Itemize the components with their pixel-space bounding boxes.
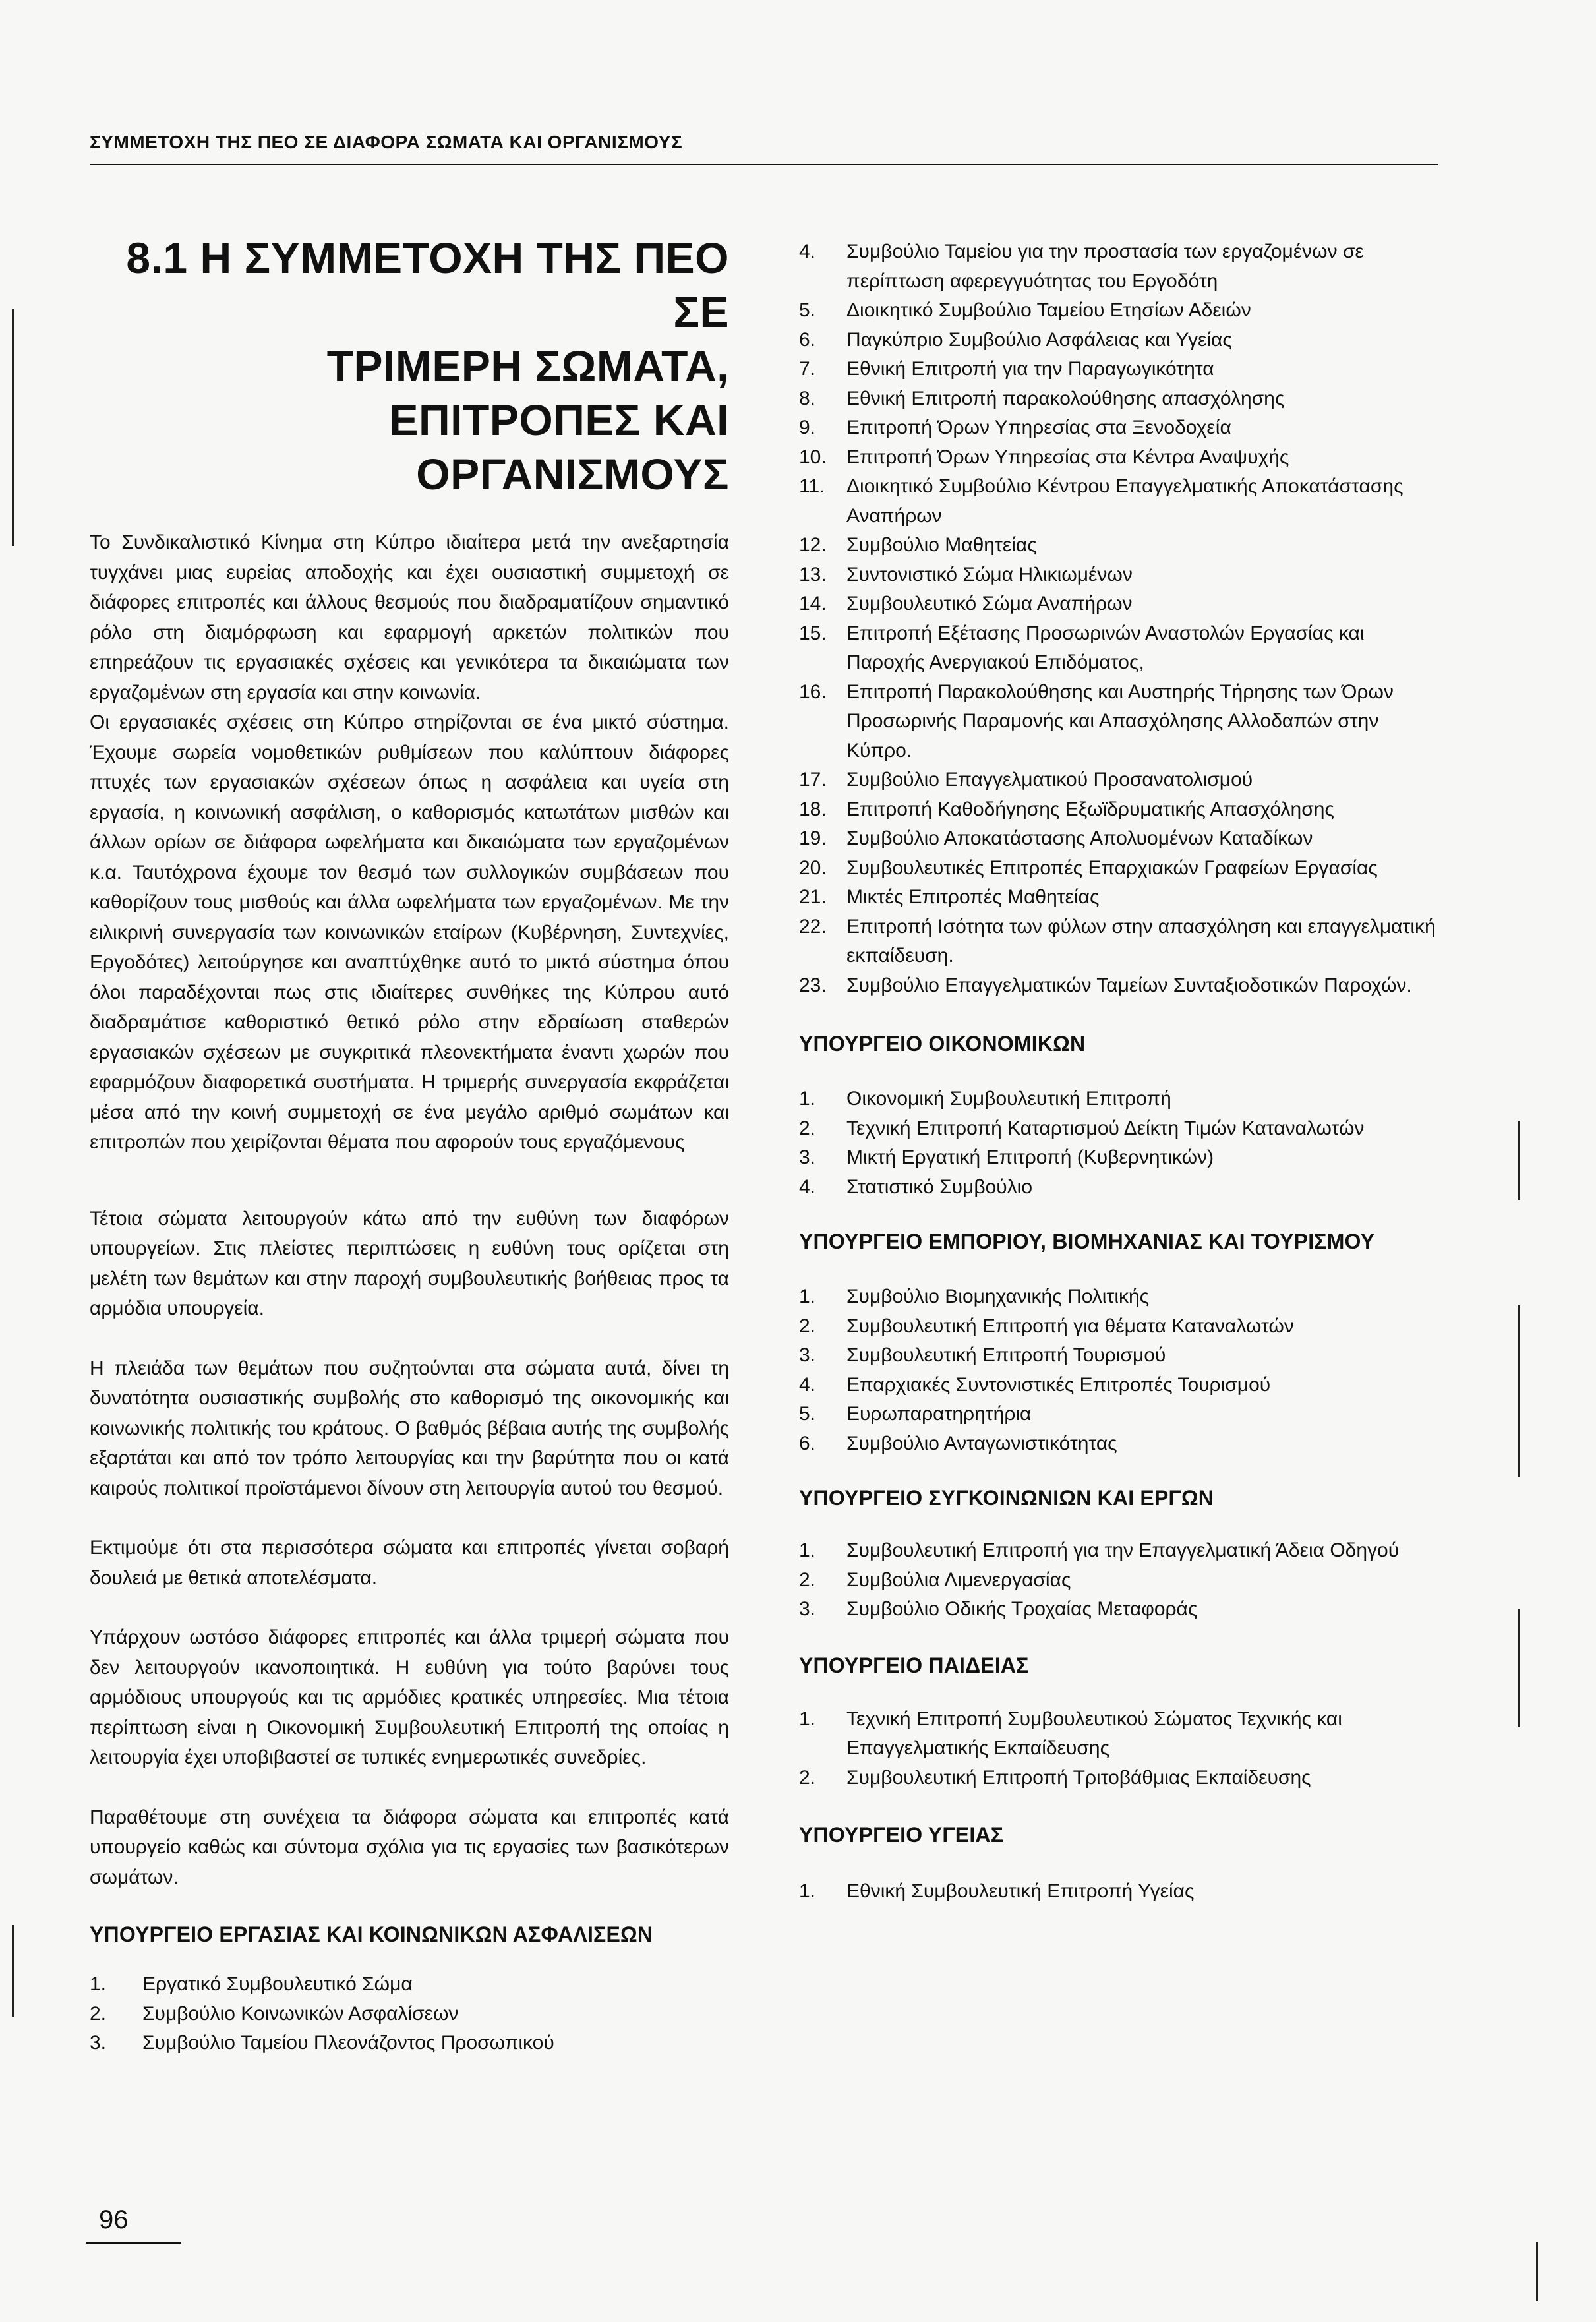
list-item: 12. Συμβούλιο Μαθητείας [799, 534, 1037, 556]
list-item: 1. Συμβούλιο Βιομηχανικής Πολιτικής [799, 1286, 1150, 1307]
list-item: 3. Συμβούλιο Οδικής Τροχαίας Μεταφοράς [799, 1598, 1198, 1620]
labour-list-part-1 [90, 1970, 729, 2058]
section-heading-labour: ΥΠΟΥΡΓΕΙΟ ΕΡΓΑΣΙΑΣ ΚΑΙ ΚΟΙΝΩΝΙΚΩΝ ΑΣΦΑΛΙΣΕΩΝ [90, 1922, 653, 1946]
scan-margin-mark-right-2 [1518, 1305, 1520, 1477]
list-item: 20. Συμβουλευτικές Επιτροπές Επαρχιακών Γραφείων Εργασίας [799, 856, 1378, 879]
scan-margin-mark-left-2 [12, 1925, 14, 2017]
scan-margin-mark-right-4 [1536, 2242, 1538, 2301]
list-item: 16. Επιτροπή Παρακολούθησης και Αυστηρής Τήρησης των Όρων Προσωρινής Παραμονής και Απασχόλησης Αλλοδαπών στην Κύπρο. [799, 680, 1394, 761]
list-item: 9. Επιτροπή Όρων Υπηρεσίας στα Ξενοδοχεία [799, 417, 1231, 438]
list-item: 3. Μικτή Εργατική Επιτροπή (Κυβερνητικών) [799, 1146, 1214, 1168]
paragraph-mixed-system: Οι εργασιακές σχέσεις στη Κύπρο στηρίζονται σε ένα μικτό σύστημα. Έχουμε σωρεία νομοθετικών ρυθμίσεων που καλύπτουν διάφορες πτυχές των εργασιακών σχέσεων όπως η ασφάλεια και υγεία στη εργασία, η κοινωνική ασφάλιση, ο καθορισμός κατωτάτων μισθών και άλλων ορίων σε διάφορα ωφελήματα και δικαιώματα των εργαζομένων κ.α. Ταυτόχρονα έχουμε τον θεσμό των συλλογικών συμβάσεων που καθορίζουν τους μισθούς και άλλα ωφελήματα των εργαζομένων. Με την ειλικρινή συνεργασία των κοινωνικών εταίρων (Κυβέρνηση, Συντεχνίες, Εργοδότες) λειτούργησε και αναπτύχθηκε αυτό το μικτό σύστημα όπου όλοι παραδέχονται πως στις ιδιαίτερες συνθήκες της Κύπρου αυτό διαδραμάτισε καθοριστικό θετικό ρόλο στην εδραίωση σταθερών εργασιακών σχέσεων με συγκριτικά πλεονεκτήματα έναντι χωρών που εφαρμόζουν διαφορετικά συστήματα. Η τριμερής συνεργασία εκφράζεται μέσα από την κοινή συμμετοχή σε ένα μεγάλο αριθμό σωμάτων και επιτροπών που χειρίζονται θέματα που αφορούν τους εργαζόμενους [90, 711, 729, 1153]
list-item: 2. Τεχνική Επιτροπή Καταρτισμού Δείκτη Τιμών Καταναλωτών [799, 1117, 1365, 1139]
list-item: 18. Επιτροπή Καθοδήγησης Εξωϊδρυματικής Απασχόλησης [799, 798, 1334, 820]
list-item: 2. Συμβούλια Λιμενεργασίας [799, 1568, 1071, 1591]
page-number: 96 [99, 2205, 129, 2234]
list-item: 8. Εθνική Επιτροπή παρακολούθησης απασχόλησης [799, 387, 1285, 409]
chapter-title [90, 231, 729, 501]
list-item: 1. Εθνική Συμβουλευτική Επιτροπή Υγείας [799, 1880, 1195, 1902]
scan-margin-mark-left-1 [12, 309, 14, 546]
list-item: 14. Συμβουλευτικό Σώμα Αναπήρων [799, 593, 1133, 614]
education-list [799, 1705, 1438, 1793]
section-heading-finance: ΥΠΟΥΡΓΕΙΟ ΟΙΚΟΝΟΜΙΚΩΝ [799, 1032, 1086, 1056]
list-item: 2. Συμβουλευτική Επιτροπή Τριτοβάθμιας Εκπαίδευσης [799, 1766, 1311, 1789]
scan-margin-mark-right-1 [1518, 1121, 1520, 1200]
section-heading-health: ΥΠΟΥΡΓΕΙΟ ΥΓΕΙΑΣ [799, 1823, 1004, 1847]
paragraph-criticism: Υπάρχουν ωστόσο διάφορες επιτροπές και άλλα τριμερή σώματα που δεν λειτουργούν ικανοποιητικά. Η ευθύνη για τούτο βαρύνει τους αρμόδιους υπουργούς και τις αρμόδιες κρατικές υπηρεσίες. Μια τέτοια περίπτωση είναι η Οικονομική Συμβουλευτική Επιτροπή της οποίας η λειτουργία έχει υποβιβαστεί σε τυπικές ενημερωτικές συνεδρίες. [90, 1626, 729, 1768]
paragraph-ministries: Τέτοια σώματα λειτουργούν κάτω από την ευθύνη των διαφόρων υπουργείων. Στις πλείστες περιπτώσεις η ευθύνη τους ορίζεται στη μελέτη των θεμάτων και στην παροχή συμβουλευτικής βοήθειας προς τα αρμόδια υπουργεία. [90, 1207, 729, 1319]
list-item: 2. Συμβουλευτική Επιτροπή για θέματα Καταναλωτών [799, 1315, 1294, 1337]
section-heading-education: ΥΠΟΥΡΓΕΙΟ ΠΑΙΔΕΙΑΣ [799, 1653, 1029, 1677]
commerce-list [799, 1282, 1438, 1458]
list-item: 1. Οικονομική Συμβουλευτική Επιτροπή [799, 1088, 1171, 1110]
left-column [90, 231, 729, 2058]
chapter-title-line-3: ΕΠΙΤΡΟΠΕΣ ΚΑΙ ΟΡΓΑΝΙΣΜΟΥΣ [389, 396, 729, 498]
list-item: 3. Συμβουλευτική Επιτροπή Τουρισμού [799, 1344, 1166, 1366]
labour-list-part-2 [799, 237, 1438, 1000]
finance-list [799, 1085, 1438, 1202]
list-item: 19. Συμβούλιο Αποκατάστασης Απολυομένων Καταδίκων [799, 827, 1313, 849]
list-item: 17. Συμβούλιο Επαγγελματικού Προσανατολισμού [799, 769, 1253, 790]
list-item: 2. Συμβούλιο Κοινωνικών Ασφαλίσεων [90, 2002, 459, 2025]
list-item: 4. Στατιστικό Συμβούλιο [799, 1176, 1033, 1198]
list-item: 6. Παγκύπριο Συμβούλιο Ασφάλειας και Υγείας [799, 328, 1232, 351]
paragraph-assessment: Εκτιμούμε ότι στα περισσότερα σώματα και επιτροπές γίνεται σοβαρή δουλειά με θετικά αποτελέσματα. [90, 1537, 729, 1589]
list-item: 13. Συντονιστικό Σώμα Ηλικιωμένων [799, 563, 1133, 585]
list-item: 1. Εργατικό Συμβουλευτικό Σώμα [90, 1973, 413, 1995]
list-item: 7. Εθνική Επιτροπή για την Παραγωγικότητα [799, 358, 1214, 380]
right-column [799, 237, 1438, 1907]
list-item: 4. Επαρχιακές Συντονιστικές Επιτροπές Τουρισμού [799, 1373, 1271, 1396]
list-item: 3. Συμβούλιο Ταμείου Πλεονάζοντος Προσωπικού [90, 2032, 554, 2054]
scan-margin-mark-right-3 [1518, 1609, 1520, 1727]
list-item: 11. Διοικητικό Συμβούλιο Κέντρου Επαγγελματικής Αποκατάστασης Αναπήρων [799, 475, 1404, 527]
header-rule [90, 164, 1438, 165]
section-heading-transport: ΥΠΟΥΡΓΕΙΟ ΣΥΓΚΟΙΝΩΝΙΩΝ ΚΑΙ ΕΡΓΩΝ [799, 1486, 1214, 1510]
section-heading-commerce: ΥΠΟΥΡΓΕΙΟ ΕΜΠΟΡΙΟΥ, ΒΙΟΜΗΧΑΝΙΑΣ ΚΑΙ ΤΟΥΡΙΣΜΟΥ [799, 1230, 1375, 1253]
running-header: ΣΥΜΜΕΤΟΧΗ ΤΗΣ ΠΕΟ ΣΕ ΔΙΑΦΟΡΑ ΣΩΜΑΤΑ ΚΑΙ ΟΡΓΑΝΙΣΜΟΥΣ [90, 132, 683, 152]
list-item: 4. Συμβούλιο Ταμείου για την προστασία των εργαζομένων σε περίπτωση αφερεγγυότητας του Εργοδότη [799, 241, 1364, 292]
list-item: 10. Επιτροπή Όρων Υπηρεσίας στα Κέντρα Αναψυχής [799, 446, 1289, 468]
health-list [799, 1877, 1438, 1907]
list-item: 23. Συμβούλιο Επαγγελματικών Ταμείων Συνταξιοδοτικών Παροχών. [799, 974, 1412, 996]
list-item: 15. Επιτροπή Εξέτασης Προσωρινών Αναστολών Εργασίας και Παροχής Ανεργιακού Επιδόματος, [799, 622, 1365, 673]
page-number-rule [86, 2242, 181, 2244]
chapter-title-line-2: ΤΡΙΜΕΡΗ ΣΩΜΑΤΑ, [326, 342, 729, 390]
list-item: 1. Τεχνική Επιτροπή Συμβουλευτικού Σώματος Τεχνικής και Επαγγελματικής Εκπαίδευσης [799, 1708, 1342, 1759]
list-item: 22. Επιτροπή Ισότητα των φύλων στην απασχόληση και επαγγελματική εκπαίδευση. [799, 915, 1436, 967]
list-item: 6. Συμβούλιο Ανταγωνιστικότητας [799, 1432, 1117, 1454]
paragraph-intro: Το Συνδικαλιστικό Κίνημα στη Κύπρο ιδιαίτερα μετά την ανεξαρτησία τυγχάνει μιας ευρείας αποδοχής και έχει ουσιαστική συμμετοχή σε διάφορες επιτροπές και άλλους θεσμούς που διαδραματίζουν σημαντικό ρόλο στη διαμόρφωση και εφαρμογή αρκετών πολιτικών που επηρεάζουν τις εργασιακές σχέσεις και γενικότερα τα δικαιώματα των εργαζομένων στη εργασία και στην κοινωνία. [90, 531, 729, 703]
list-item: 5. Ευρωπαρατηρητήρια [799, 1403, 1032, 1425]
transport-list [799, 1536, 1438, 1624]
paragraph-topics: Η πλειάδα των θεμάτων που συζητούνται στα σώματα αυτά, δίνει τη δυνατότητα ουσιαστικής συμβολής στο καθορισμό της οικονομικής και κοινωνικής πολιτικής του κράτους. Ο βαθμός βέβαια αυτής της συμβολής εξαρτάται και από τον τρόπο λειτουργίας και την βαρύτητα που οι κατά καιρούς πολιτικοί προϊστάμενοι δίνουν στη λειτουργία αυτού του θεσμού. [90, 1357, 729, 1499]
list-item: 21. Μικτές Επιτροπές Μαθητείας [799, 886, 1100, 908]
chapter-title-line-1: 8.1 Η ΣΥΜΜΕΤΟΧΗ ΤΗΣ ΠΕΟ ΣΕ [126, 233, 729, 336]
list-item: 5. Διοικητικό Συμβούλιο Ταμείου Ετησίων Αδειών [799, 299, 1251, 321]
paragraph-list-intro: Παραθέτουμε στη συνέχεια τα διάφορα σώματα και επιτροπές κατά υπουργείο καθώς και σύντομα σχόλια για τις εργασίες των βασικότερων σωμάτων. [90, 1806, 729, 1888]
list-item: 1. Συμβουλευτική Επιτροπή για την Επαγγελματική Άδεια Οδηγού [799, 1539, 1400, 1561]
